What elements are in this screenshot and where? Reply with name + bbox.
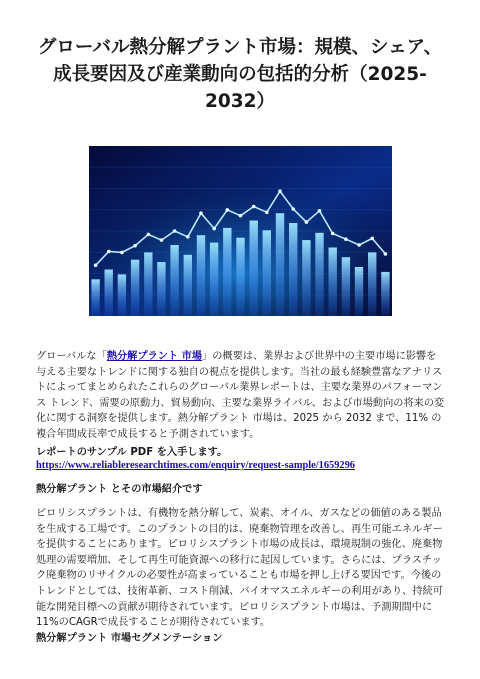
- hero-bar: [342, 257, 350, 316]
- hero-trend-point: [186, 235, 190, 239]
- hero-trend-point: [318, 209, 322, 213]
- section-heading-intro: 熱分解プラント とその市場紹介です: [36, 484, 203, 495]
- hero-trend-point: [384, 252, 388, 256]
- hero-trend-point: [160, 238, 164, 242]
- hero-trend-point: [94, 264, 98, 268]
- hero-bar: [157, 262, 165, 316]
- sample-label: レポートのサンプル PDF を入手します。: [36, 447, 228, 458]
- hero-bar: [131, 260, 139, 316]
- hero-trend-point: [357, 243, 361, 247]
- hero-bar: [381, 272, 389, 316]
- hero-trend-point: [107, 250, 111, 254]
- hero-bar: [236, 238, 244, 316]
- hero-bar: [210, 243, 218, 316]
- intro-paragraph: [36, 349, 446, 443]
- hero-bar: [368, 252, 376, 316]
- hero-bar: [223, 228, 231, 316]
- hero-bar: [184, 255, 192, 316]
- page-title: グローバル熱分解プラント市場：規模、シェア、成長要因及び産業動向の包括的分析（2025-2032）: [37, 37, 443, 112]
- section-heading-segmentation: 熱分解プラント 市場セグメンテーション: [36, 633, 223, 644]
- hero-trend-point: [239, 214, 243, 218]
- hero-bar: [355, 267, 363, 316]
- hero-trend-point: [212, 227, 216, 231]
- hero-trend-point: [344, 237, 348, 241]
- sample-link[interactable]: https://www.reliableresearchtimes.com/enquiry/request-sample/1659296: [36, 460, 356, 471]
- market-link[interactable]: 熱分解プラント 市場: [106, 351, 203, 362]
- hero-trend-point: [278, 189, 282, 193]
- intro-prefix: グローバルな「: [36, 351, 107, 362]
- hero-bar: [144, 252, 152, 316]
- hero-trend-point: [291, 207, 295, 211]
- hero-trend-point: [133, 244, 137, 248]
- hero-bar: [302, 240, 310, 316]
- hero-bar: [105, 270, 113, 317]
- hero-bar: [118, 274, 126, 316]
- section-intro-paragraph: ピロリシスプラントは、有機物を熱分解して、炭素、オイル、ガスなどの価値のある製品を生成する工場です。このプラントの目的は、廃棄物管理を改善し、再生可能エネルギーを提供することにあります。ピロリシスプラント市場の成長は、環境規制の強化、廃棄物処理の需要増加、そして再生可能資源への移行に起因しています。さらには、プラスチック廃棄物のリサイクルの必要性が高まっていることも市場を押し上げる要因です。今後のトレンドとしては、技術革新、コスト削減、バイオマスエネルギーの利用があり、持続可能な開発目標への貢献が期待されています。ピロリシスプラント市場は、予測期間中に11%のCAGRで成長することが期待されています。: [36, 508, 443, 629]
- intro-body: 」の概要は、業界および世界中の主要市場に影響を与える主要なトレンドに関する独自の視点を提供します。当社の最も経験豊富なアナリストによってまとめられたこれらのグローバル業界レポートは、主要な業界のパフォーマンス トレンド、需要の原動力、貿易動向、主要な業界ライバル、および市場動向の将来の変化に関する洞察を提供します。熱分解プラント 市場は、2025 から 2032 まで、11% の複合年間成長率で成長すると予測されています。: [36, 351, 445, 440]
- hero-trend-point: [265, 211, 269, 215]
- hero-bar: [276, 213, 284, 316]
- hero-bar: [329, 248, 337, 317]
- hero-bar: [263, 230, 271, 316]
- hero-trend-point: [120, 251, 124, 255]
- hero-bar: [91, 279, 99, 316]
- hero-trend-point: [252, 205, 256, 209]
- hero-bar: [250, 221, 258, 317]
- hero-bar: [170, 245, 178, 316]
- stock-chart-image: [89, 146, 392, 316]
- hero-trend-point: [305, 220, 309, 224]
- hero-bar: [197, 235, 205, 316]
- hero-trend-point: [226, 208, 230, 212]
- sample-request: [36, 446, 446, 472]
- hero-bar: [289, 223, 297, 316]
- hero-trend-point: [370, 237, 374, 241]
- hero-trend-point: [147, 233, 151, 237]
- hero-bar: [315, 233, 323, 316]
- hero-trend-point: [199, 211, 203, 215]
- hero-trend-point: [173, 229, 177, 233]
- hero-trend-point: [331, 232, 335, 236]
